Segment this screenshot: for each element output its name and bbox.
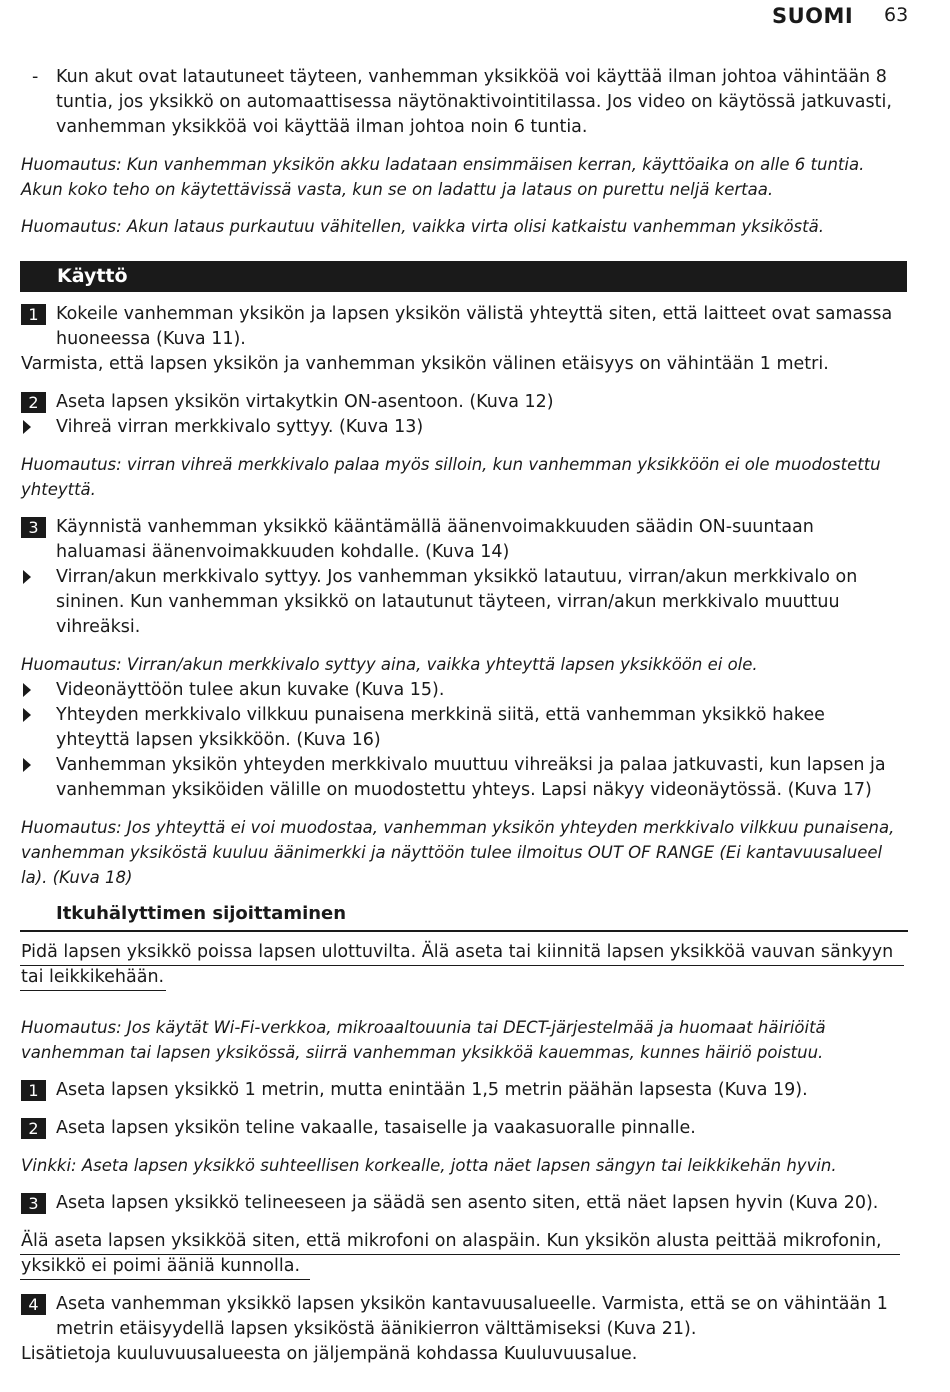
placement-step-number-1: 1 (21, 1080, 46, 1101)
step-1-line-2: huoneessa (Kuva 11). (56, 329, 246, 349)
result-link-green-line-1: Vanhemman yksikön yhteyden merkkivalo muuttuu vihreäksi ja palaa jatkuvasti, kun lapsen ja (56, 755, 886, 775)
placement-step-3: Aseta lapsen yksikkö telineeseen ja säädä sen asento siten, että näet lapsen hyvin (Kuva 20). (56, 1193, 879, 1213)
step-number-3: 3 (21, 517, 46, 538)
step-3-line-1: Käynnistä vanhemman yksikkö kääntämällä äänenvoimakkuuden säädin ON-suuntaan (56, 517, 814, 537)
note-power-led-line-1: Huomautus: virran vihreä merkkivalo palaa myös silloin, kun vanhemman yksikköön ei ole muodostettu (21, 455, 881, 474)
placement-step-number-3: 3 (21, 1193, 46, 1214)
step-2-text: Aseta lapsen yksikön virtakytkin ON-asentoon. (Kuva 12) (56, 392, 554, 412)
note-out-of-range-line-2: vanhemman yksiköstä kuuluu äänimerkki ja näyttöön tulee ilmoitus OUT OF RANGE (Ei kantavuusalueel (21, 843, 883, 862)
note-interference-line-1: Huomautus: Jos käytät Wi-Fi-verkkoa, mikroaaltouunia tai DECT-järjestelmää ja huomaat häiriöitä (21, 1018, 826, 1037)
section-title: Käyttö (57, 265, 128, 287)
step-3-result-line-3: vihreäksi. (56, 617, 141, 637)
result-bullet-icon (23, 683, 31, 697)
tip-text: Vinkki: Aseta lapsen yksikkö suhteellisen korkealle, jotta näet lapsen sängyn tai leikkikehän hyvin. (21, 1156, 837, 1175)
footer-reference: Lisätietoja kuuluvuusalueesta on jäljempänä kohdassa Kuuluvuusalue. (21, 1344, 638, 1364)
result-battery-icon: Videonäyttöön tulee akun kuvake (Kuva 15). (56, 680, 445, 700)
dash-marker: - (32, 67, 39, 87)
warning-mic-line-1: Älä aseta lapsen yksikköä siten, että mikrofoni on alaspäin. Kun yksikön alusta peittää mikrofonin, (21, 1231, 882, 1251)
intro-line-2: tuntia, jos yksikkö on automaattisessa näytönaktivointitilassa. Jos video on käytössä jatkuvasti, (56, 92, 892, 112)
step-number-1: 1 (21, 304, 46, 325)
step-3-result-line-2: sininen. Kun vanhemman yksikkö on latautunut täyteen, virran/akun merkkivalo muuttuu (56, 592, 840, 612)
section-header-bar (20, 261, 907, 292)
placement-step-number-4: 4 (21, 1294, 46, 1315)
step-3-line-2: haluamasi äänenvoimakkuuden kohdalle. (Kuva 14) (56, 542, 510, 562)
warning-underline (20, 990, 166, 991)
step-number-2: 2 (21, 392, 46, 413)
step-1-line-1: Kokeile vanhemman yksikön ja lapsen yksikön välistä yhteyttä siten, että laitteet ovat samassa (56, 304, 893, 324)
note-discharge: Huomautus: Akun lataus purkautuu vähitellen, vaikka virta olisi katkaistu vanhemman yksiköstä. (21, 217, 824, 236)
result-bullet-icon (23, 570, 31, 584)
warning-underline (20, 1279, 310, 1280)
intro-line-1: Kun akut ovat latautuneet täyteen, vanhemman yksikköä voi käyttää ilman johtoa vähintään 8 (56, 67, 887, 87)
placement-step-1: Aseta lapsen yksikkö 1 metrin, mutta enintään 1,5 metrin päähän lapsesta (Kuva 19). (56, 1080, 808, 1100)
subsection-title: Itkuhälyttimen sijoittaminen (56, 903, 347, 924)
result-bullet-icon (23, 420, 31, 434)
result-link-led-line-2: yhteyttä lapsen yksikköön. (Kuva 16) (56, 730, 381, 750)
result-link-led-line-1: Yhteyden merkkivalo vilkkuu punaisena merkkinä siitä, että vanhemman yksikkö hakee (56, 705, 825, 725)
note-battery-led: Huomautus: Virran/akun merkkivalo syttyy aina, vaikka yhteyttä lapsen yksikköön ei ole. (21, 655, 758, 674)
note-out-of-range-line-3: la). (Kuva 18) (21, 868, 133, 887)
subsection-divider (20, 930, 908, 932)
result-bullet-icon (23, 758, 31, 772)
page-number: 63 (884, 4, 909, 26)
step-1-followup: Varmista, että lapsen yksikön ja vanhemman yksikön välinen etäisyys on vähintään 1 metri. (21, 354, 829, 374)
placement-step-2: Aseta lapsen yksikön teline vakaalle, tasaiselle ja vaakasuoralle pinnalle. (56, 1118, 696, 1138)
placement-step-4-line-1: Aseta vanhemman yksikkö lapsen yksikön kantavuusalueelle. Varmista, että se on vähintään 1 (56, 1294, 888, 1314)
placement-step-4-line-2: metrin etäisyydellä lapsen yksiköstä äänikierron välttämiseksi (Kuva 21). (56, 1319, 697, 1339)
note-battery-line-1: Huomautus: Kun vanhemman yksikön akku ladataan ensimmäisen kerran, käyttöaika on alle 6 tuntia. (21, 155, 865, 174)
note-battery-line-2: Akun koko teho on käytettävissä vasta, kun se on ladattu ja lataus on purettu neljä kertaa. (21, 180, 774, 199)
page-header-language: SUOMI (772, 4, 854, 28)
warning-line-1: Pidä lapsen yksikkö poissa lapsen ulottuvilta. Älä aseta tai kiinnitä lapsen yksikköä vauvan sänkyyn (21, 942, 894, 962)
warning-mic-line-2: yksikkö ei poimi ääniä kunnolla. (21, 1256, 301, 1276)
intro-line-3: vanhemman yksikköä voi käyttää ilman johtoa noin 6 tuntia. (56, 117, 588, 137)
result-bullet-icon (23, 708, 31, 722)
warning-line-2: tai leikkikehään. (21, 967, 165, 987)
note-out-of-range-line-1: Huomautus: Jos yhteyttä ei voi muodostaa, vanhemman yksikön yhteyden merkkivalo vilkkuu punaisena, (21, 818, 895, 837)
placement-step-number-2: 2 (21, 1118, 46, 1139)
result-link-green-line-2: vanhemman yksiköiden välille on muodostettu yhteys. Lapsi näkyy videonäytössä. (Kuva 17) (56, 780, 872, 800)
note-interference-line-2: vanhemman tai lapsen yksikössä, siirrä vanhemman yksikköä kauemmas, kunnes häiriö poistuu. (21, 1043, 824, 1062)
step-2-result: Vihreä virran merkkivalo syttyy. (Kuva 13) (56, 417, 424, 437)
step-3-result-line-1: Virran/akun merkkivalo syttyy. Jos vanhemman yksikkö latautuu, virran/akun merkkivalo on (56, 567, 858, 587)
note-power-led-line-2: yhteyttä. (21, 480, 96, 499)
